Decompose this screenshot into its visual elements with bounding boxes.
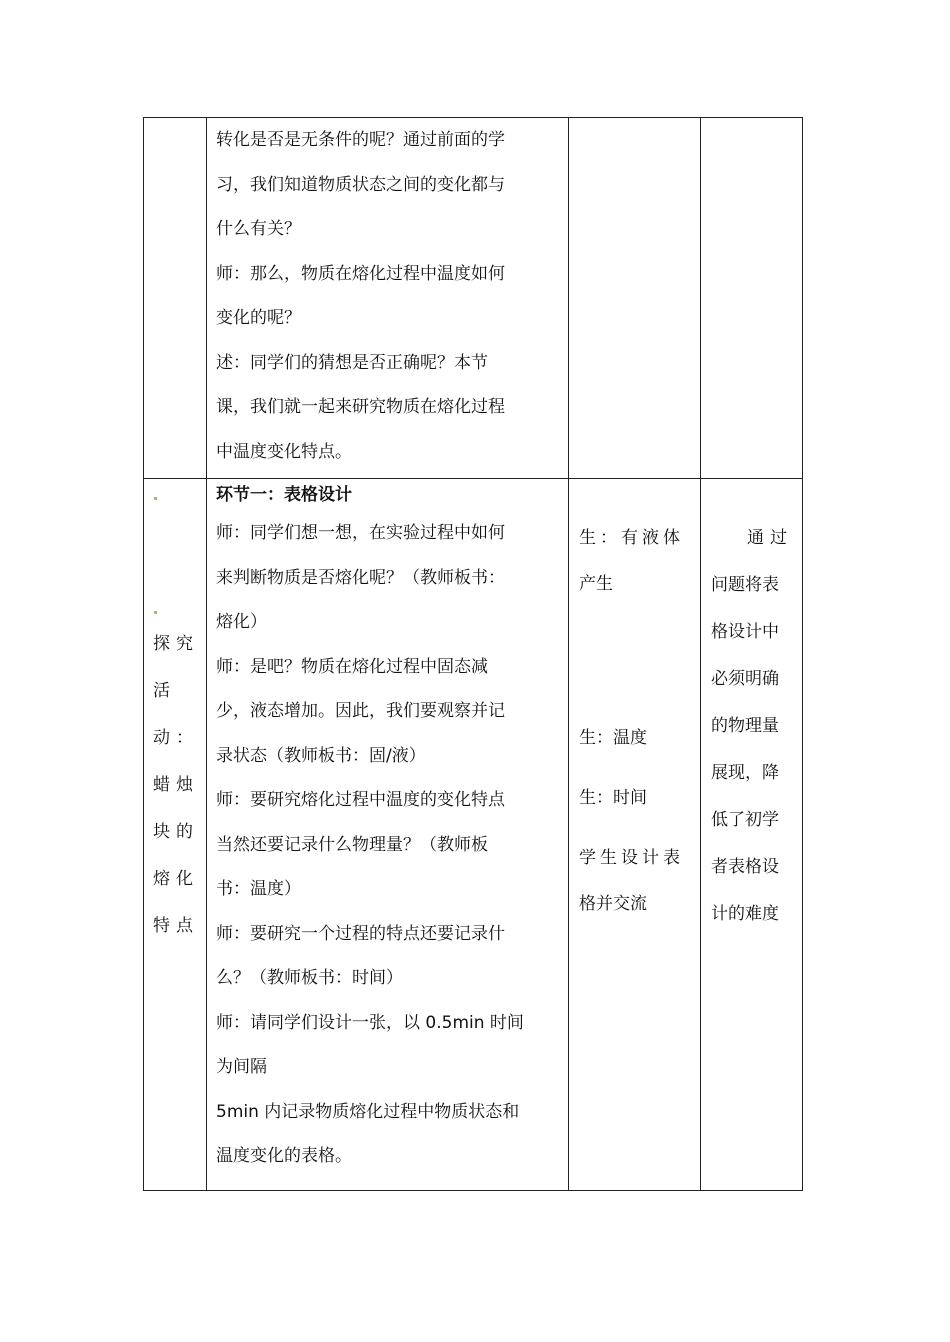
text-line: 5min 内记录物质熔化过程中物质状态和 — [216, 1101, 520, 1122]
note-line: 的物理量 — [711, 716, 779, 736]
text-line: 习，我们知道物质状态之间的变化都与 — [216, 174, 505, 195]
text-line: 少，液态增加。因此，我们要观察并记 — [216, 701, 505, 721]
text-line: 书：温度） — [216, 879, 301, 899]
text-line: 温度变化的表格。 — [216, 1146, 352, 1166]
text-line: 熔化） — [216, 612, 267, 632]
section-heading: 环节一：表格设计 — [216, 485, 352, 505]
text-line: 为间隔 — [216, 1057, 267, 1077]
table-row — [144, 479, 803, 1191]
student-activity-cell — [569, 479, 701, 1191]
stage-cell — [144, 118, 207, 479]
note-line: 问题将表 — [711, 575, 779, 595]
note-line: 格设计中 — [711, 622, 779, 642]
design-intent-cell — [701, 118, 803, 479]
design-intent-cell — [701, 479, 803, 1191]
student-activity-cell — [569, 118, 701, 479]
student-line: 产生 — [579, 574, 613, 594]
student-line: 生：有液体 — [579, 528, 684, 548]
text-line: 师：同学们想一想，在实验过程中如何 — [216, 523, 505, 543]
text-line: 师：要研究熔化过程中温度的变化特点 — [216, 790, 505, 810]
stage-line: 动： — [153, 728, 199, 748]
note-line: 计的难度 — [711, 904, 779, 924]
lesson-plan-table — [143, 117, 803, 1191]
text-line: 变化的呢？ — [216, 308, 301, 328]
note-line: 必须明确 — [711, 669, 779, 689]
text-line: 课，我们就一起来研究物质在熔化过程 — [216, 397, 505, 417]
stage-line: 活 — [153, 681, 176, 701]
student-line: 格并交流 — [579, 894, 647, 914]
text-line: 么？（教师板书：时间） — [216, 968, 403, 988]
stage-line: 探究 — [153, 634, 199, 654]
stage-line: 熔化 — [153, 869, 199, 889]
text-line: 转化是否是无条件的呢？通过前面的学 — [216, 130, 505, 150]
stage-line: 蜡烛 — [153, 775, 199, 795]
text-line: 当然还要记录什么物理量？（教师板 — [216, 834, 488, 855]
stage-line: 块的 — [153, 822, 199, 842]
text-line: 师：请同学们设计一张，以 0.5min 时间 — [216, 1012, 524, 1033]
teacher-activity-cell — [207, 479, 569, 1191]
text-line: 中温度变化特点。 — [216, 441, 352, 462]
note-line: 者表格设 — [711, 857, 779, 877]
student-line: 学生设计表 — [579, 848, 684, 868]
note-line: 通过 — [747, 528, 793, 548]
teacher-activity-cell — [207, 118, 569, 479]
note-line: 展现，降 — [711, 763, 779, 783]
text-line: 师：要研究一个过程的特点还要记录什 — [216, 923, 505, 944]
student-line: 生：时间 — [579, 788, 647, 808]
stage-cell — [144, 479, 207, 1191]
text-line: 什么有关？ — [216, 219, 301, 239]
student-line: 生：温度 — [579, 728, 647, 748]
text-line: 述：同学们的猜想是否正确呢？本节 — [216, 352, 488, 373]
stage-line: 特点 — [153, 916, 199, 936]
table-row — [144, 118, 803, 479]
text-line: 录状态（教师板书：固/液） — [216, 745, 426, 766]
note-line: 低了初学 — [711, 810, 779, 830]
text-line: 师：是吧？物质在熔化过程中固态减 — [216, 656, 488, 677]
text-line: 来判断物质是否熔化呢？（教师板书： — [216, 567, 505, 588]
text-line: 师：那么，物质在熔化过程中温度如何 — [216, 263, 505, 284]
